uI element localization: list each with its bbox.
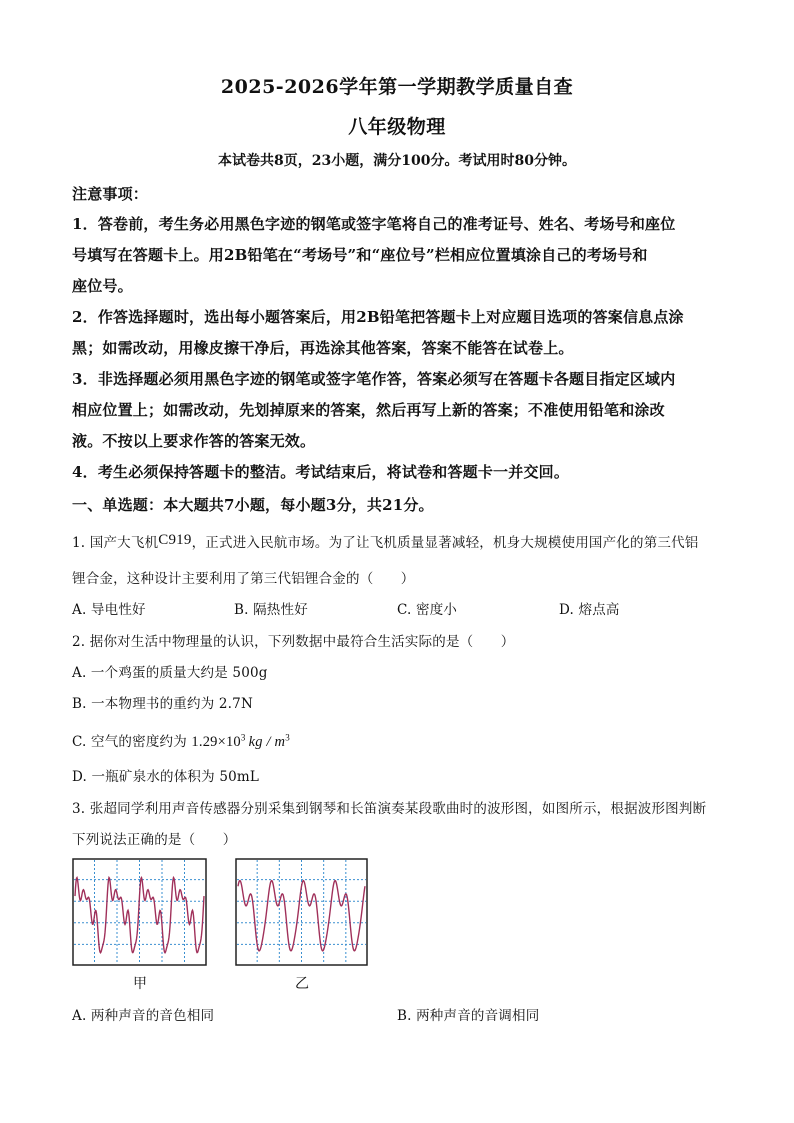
q3-option-b: B. 两种声音的音调相同 <box>397 1008 540 1024</box>
q2-c-unit-exp: 3 <box>285 732 290 743</box>
wave-grid <box>74 860 205 964</box>
notes-heading: 注意事项： <box>72 185 149 203</box>
notes-line: 号填写在答题卡上。用2B铅笔在“考场号”和“座位号”栏相应位置填涂自己的考场号和 <box>72 246 648 264</box>
q2-option-d: D. 一瓶矿泉水的体积为 50mL <box>72 769 260 785</box>
q2-option-c <box>72 730 290 751</box>
q2-c-prefix: C. 空气的密度约为 <box>72 734 192 750</box>
question-3-stem: 3. 张超同学利用声音传感器分别采集到钢琴和长笛演奏某段歌曲时的波形图，如图所示，根据波形图判断 <box>72 801 707 817</box>
notes-line: 黑；如需改动，用橡皮擦干净后，再选涂其他答案，答案不能答在试卷上。 <box>72 339 574 357</box>
q1-option-b: B. 隔热性好 <box>234 602 308 618</box>
exam-subject: 八年级物理 <box>348 116 446 138</box>
q1-text-c: ，正式进入民航市场。为了让飞机质量显著减轻，机身大规模使用国产化的第三代铝 <box>191 535 699 551</box>
section-heading: 一、单选题：本大题共7小题，每小题3分，共21分。 <box>72 496 434 514</box>
question-1-stem-cont: 锂合金，这种设计主要利用了第三代铝锂合金的（ ） <box>72 571 415 587</box>
q2-c-value: 1.29×10 <box>191 734 241 750</box>
q3-option-a: A. 两种声音的音色相同 <box>72 1008 215 1024</box>
question-3-stem-cont: 下列说法正确的是（ ） <box>72 832 237 848</box>
q1-text-a: 1. 国产大飞机 <box>72 535 159 551</box>
exam-info: 本试卷共8页，23小题，满分100分。考试用时80分钟。 <box>218 153 576 169</box>
q2-c-exp: 3 <box>240 732 246 743</box>
q2-option-a: A. 一个鸡蛋的质量大约是 500g <box>72 665 268 681</box>
q1-option-c: C. 密度小 <box>397 602 458 618</box>
q1-option-a: A. 导电性好 <box>72 602 146 618</box>
notes-line: 座位号。 <box>72 277 133 295</box>
q2-c-unit: kg / m <box>248 734 286 750</box>
q1-option-d: D. 熔点高 <box>559 602 620 618</box>
q1-model: C919 <box>158 532 192 548</box>
notes-line: 相应位置上；如需改动，先划掉原来的答案，然后再写上新的答案；不准使用铅笔和涂改 <box>72 401 665 419</box>
waveform-jia <box>72 858 207 966</box>
figure-label-jia: 甲 <box>133 976 147 992</box>
question-2-stem: 2. 据你对生活中物理量的认识，下列数据中最符合生活实际的是（ ） <box>72 634 515 650</box>
exam-title: 2025-2026学年第一学期教学质量自查 <box>220 76 574 98</box>
notes-line: 液。不按以上要求作答的答案无效。 <box>72 432 316 450</box>
notes-line: 1．答卷前，考生务必用黑色字迹的钢笔或签字笔将自己的准考证号、姓名、考场号和座位 <box>72 215 676 233</box>
q2-option-b: B. 一本物理书的重约为 2.7N <box>72 696 253 712</box>
waveform-yi <box>235 858 368 966</box>
notes-line: 2．作答选择题时，选出每小题答案后，用2B铅笔把答题卡上对应题目选项的答案信息点涂 <box>72 308 684 326</box>
notes-line: 4．考生必须保持答题卡的整洁。考试结束后，将试卷和答题卡一并交回。 <box>72 463 570 481</box>
figure-label-yi: 乙 <box>295 976 309 992</box>
wave-grid <box>237 860 366 964</box>
question-1-stem <box>72 531 699 552</box>
notes-line: 3．非选择题必须用黑色字迹的钢笔或签字笔作答，答案必须写在答题卡各题目指定区域内 <box>72 370 676 388</box>
